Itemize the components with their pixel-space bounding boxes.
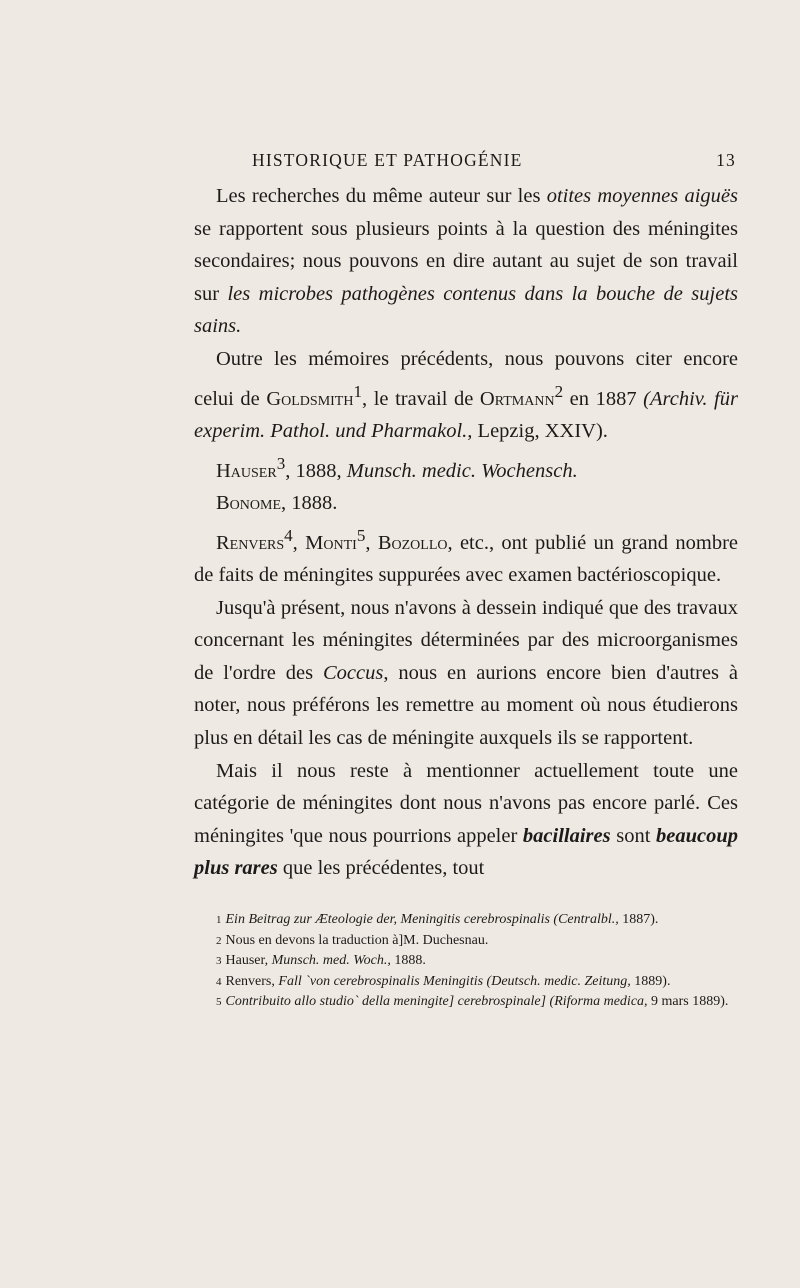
footnote-2-text: Nous en devons la traduction à]M. Duchesnau. — [225, 932, 489, 948]
footnote-3-italic: Munsch. med. Woch., — [271, 953, 391, 969]
paragraph-2 — [194, 343, 738, 448]
p3-text-c: , 1888, — [285, 459, 347, 482]
footnote-3 — [194, 951, 738, 972]
p2-footnote-ref-1: 1 — [353, 381, 363, 401]
p5-text-c: , — [292, 531, 306, 554]
p5-text-h: , etc., ont publié un grand nombre de faits de méningites suppurées avec examen bactérioscopique. — [194, 531, 739, 587]
footnote-2-number: 2 — [216, 934, 222, 947]
footnote-4-text-c: 1889). — [630, 973, 671, 989]
p2-footnote-ref-2: 2 — [554, 381, 564, 401]
page-number: 13 — [716, 150, 736, 170]
footnote-2 — [194, 931, 738, 952]
footnote-4-number: 4 — [216, 975, 222, 988]
p6-italic-coccus: Coccus — [322, 661, 384, 684]
p2-italic-archiv: (Archiv. für experim. Pathol. und Pharmakol., — [194, 387, 738, 442]
p1-italic-otites: otites moyennes aiguës — [546, 185, 738, 207]
footnote-5-italic: Contribuito allo studio` della meningite] cerebrospinale] (Riforma medica, — [225, 994, 648, 1010]
p2-author-ortmann: Ortmann — [479, 387, 555, 410]
main-text — [194, 180, 738, 885]
footnote-3-number: 3 — [216, 955, 222, 968]
footnote-5-number: 5 — [216, 996, 222, 1009]
paragraph-7 — [194, 755, 738, 885]
footnote-1-italic: Ein Beitrag zur Æteologie der, Meningitis cerebrospinalis (Centralbl., — [225, 912, 619, 927]
footnote-1-text: 1887). — [618, 912, 659, 927]
p4-text-b: , 1888. — [281, 492, 338, 514]
paragraph-4 — [194, 487, 738, 520]
p2-text-g: en 1887 — [563, 387, 644, 410]
p7-italic-bacillaires: bacillaires — [522, 824, 611, 847]
footnote-3-text-a: Hauser, — [225, 953, 272, 969]
p7-text-e: que les précédentes, tout — [277, 857, 485, 880]
p2-text-i: Lepzig, XXIV). — [472, 419, 608, 442]
paragraph-1 — [194, 180, 738, 343]
footnotes — [194, 910, 738, 1013]
footnote-4 — [194, 972, 738, 993]
p7-italic-beaucoup: beaucoup plus rares — [194, 824, 738, 880]
p5-footnote-ref-5: 5 — [356, 525, 366, 545]
p3-footnote-ref-3: 3 — [276, 453, 286, 473]
p6-text-c: , nous en aurions encore bien d'autres à noter, nous préférons les remettre au moment où nous étudierons plus en détail les cas de méningite auxquels ils se rapportent. — [194, 661, 738, 749]
p2-author-goldsmith: Goldsmith — [266, 387, 354, 410]
p1-text-c: se rapportent sous plusieurs points à la question des méningites secondaires; nous pouvons en dire autant au sujet de son travail sur — [194, 217, 738, 305]
p5-author-renvers: Renvers — [216, 531, 285, 554]
paragraph-5 — [194, 520, 738, 592]
p7-text-c: sont — [610, 824, 656, 847]
p1-text-a: Les recherches du même auteur sur les — [216, 185, 547, 207]
p2-text-a: Outre les mémoires précédents, nous pouvons citer encore celui de — [194, 347, 738, 410]
running-head — [252, 150, 736, 171]
p7-text-a: Mais il nous reste à mentionner actuellement toute une catégorie de méningites dont nous n'avons pas encore parlé. Ces méningites 'que nous pourrions appeler — [194, 759, 738, 847]
p3-author-hauser: Hauser — [216, 459, 277, 482]
p5-footnote-ref-4: 4 — [284, 525, 293, 545]
p5-author-monti: Monti — [305, 531, 357, 554]
p6-text-a: Jusqu'à présent, nous n'avons à dessein indiqué que des travaux concernant les méningites déterminées par des microorganismes de l'ordre des — [194, 596, 738, 684]
paragraph-3 — [194, 448, 738, 487]
footnote-4-italic: Fall `von cerebrospinalis Meningitis (Deutsch. medic. Zeitung, — [278, 973, 631, 989]
footnote-4-text-a: Renvers, — [225, 973, 279, 989]
p1-italic-microbes: les microbes pathogènes contenus dans la bouche de sujets sains. — [194, 282, 738, 338]
footnote-1 — [194, 910, 738, 931]
p4-author-bonome: Bonome — [216, 492, 282, 514]
running-head-title: HISTORIQUE ET PATHOGÉNIE — [252, 150, 523, 170]
footnote-5-text: 9 mars 1889). — [647, 994, 729, 1010]
footnote-5 — [194, 992, 738, 1013]
footnote-1-number: 1 — [216, 914, 222, 926]
p3-italic-journal: Munsch. medic. Wochensch. — [346, 459, 578, 482]
p5-author-bozollo: Bozollo — [377, 531, 448, 554]
footnote-3-text-c: 1888. — [390, 953, 426, 969]
paragraph-6 — [194, 592, 738, 755]
p2-text-d: , le travail de — [362, 387, 480, 410]
p5-text-f: , — [365, 531, 378, 554]
